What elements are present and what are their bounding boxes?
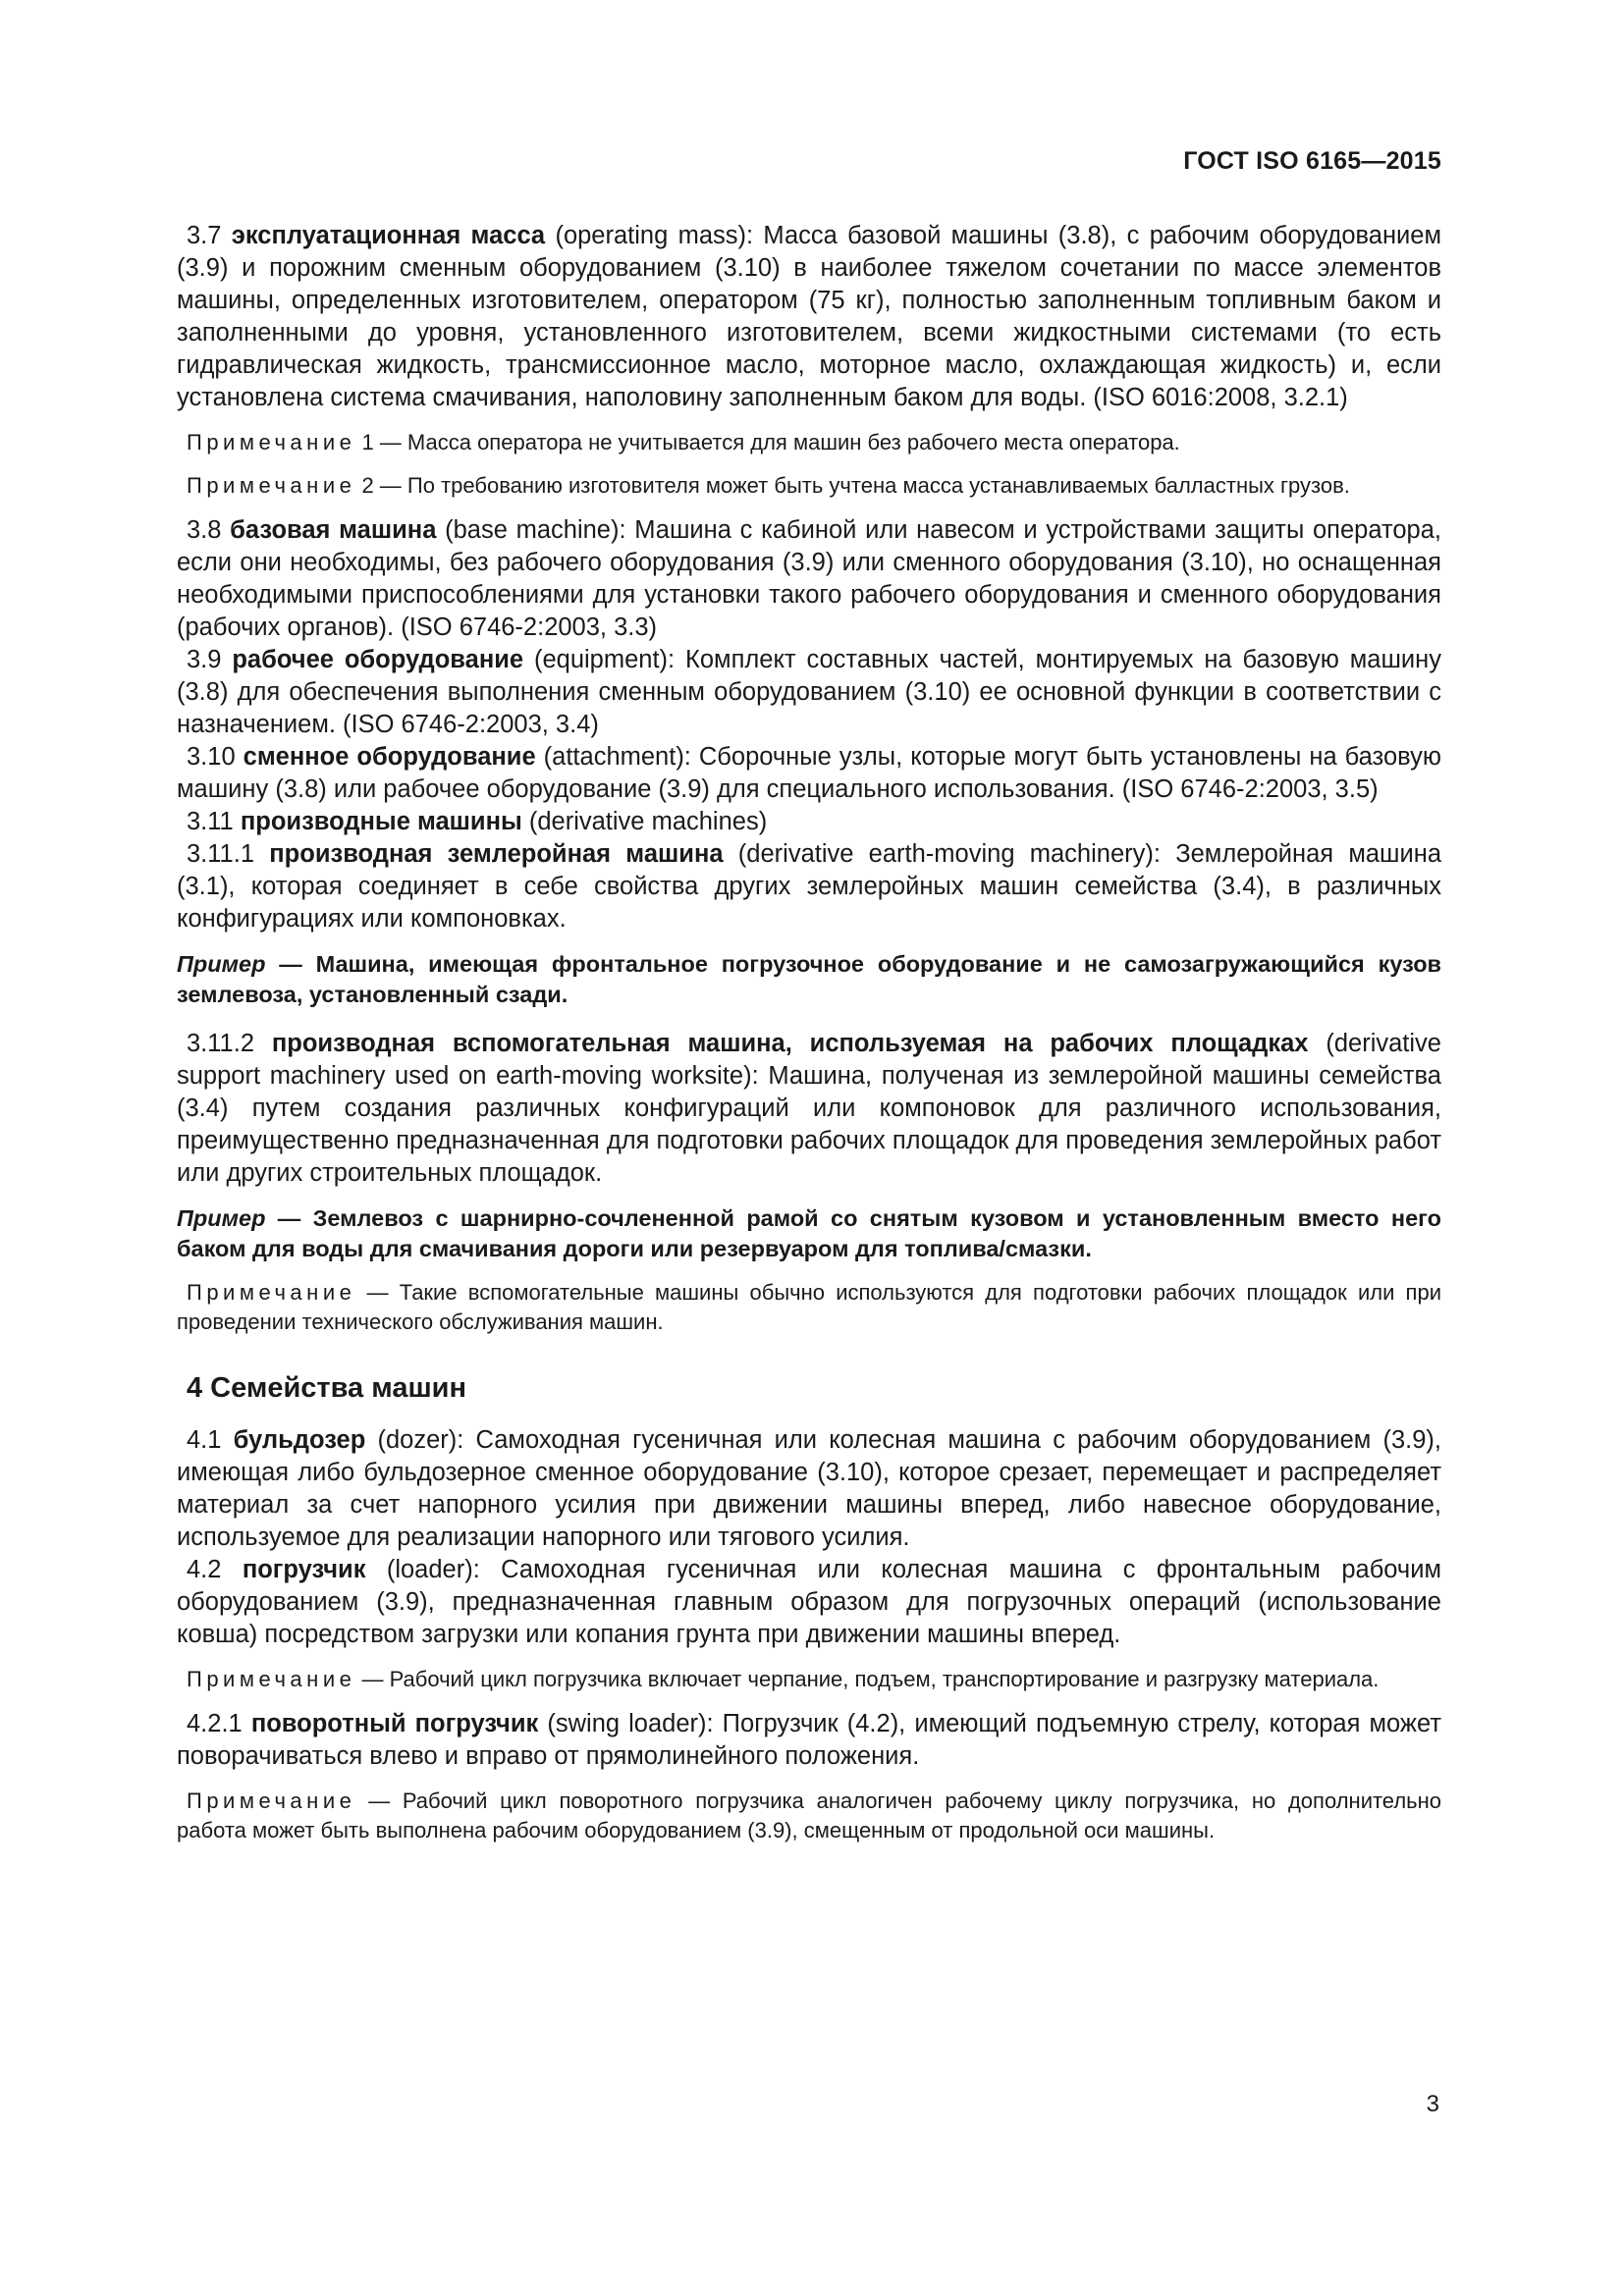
term: эксплуатационная масса xyxy=(231,222,546,249)
clause-4-2 xyxy=(177,1554,1441,1651)
clause-3-8 xyxy=(177,514,1441,644)
term: поворотный погрузчик xyxy=(250,1710,539,1737)
note-3-7-1 xyxy=(177,428,1441,457)
note-4-2 xyxy=(177,1665,1441,1694)
note-label: Примечание xyxy=(187,1789,356,1813)
note-4-2-1 xyxy=(177,1787,1441,1845)
clause-3-11-1 xyxy=(177,838,1441,935)
term: производная вспомогательная машина, используемая на рабочих площадках xyxy=(271,1030,1309,1057)
note-text: — Такие вспомогательные машины обычно используются для подготовки рабочих площадок или при проведении технического обслуживания машин. xyxy=(177,1280,1441,1334)
clause-3-11 xyxy=(177,806,1441,838)
note-label: Примечание xyxy=(187,430,356,454)
note-3-11-2 xyxy=(177,1278,1441,1337)
clause-3-7 xyxy=(177,220,1441,414)
example-label: Пример xyxy=(177,1205,266,1231)
clause-number: 3.11.2 xyxy=(187,1030,255,1057)
term: рабочее оборудование xyxy=(232,646,524,673)
definition: (derivative earth-moving machinery): Землеройная машина (3.1), которая соединяет в себе свойства других землеройных машин семейства (3.4), в различных конфигурациях или компоновках. xyxy=(177,840,1442,933)
term: базовая машина xyxy=(230,516,437,544)
example-3-11-1 xyxy=(177,949,1441,1010)
example-text: — Землевоз с шарнирно-сочлененной рамой со снятым кузовом и установленным вместо него баком для воды для смачивания дороги или резервуаром для топлива/смазки. xyxy=(177,1205,1441,1261)
clause-3-10 xyxy=(177,741,1441,806)
clause-number: 4.2 xyxy=(187,1556,222,1583)
note-label: Примечание xyxy=(187,473,356,498)
definition: (operating mass): Масса базовой машины (3.8), с рабочим оборудованием (3.9) и порожним сменным оборудованием (3.10) в наиболее тяжелом сочетании по массе элементов машины, определенных изготовителем, оператором (75 кг), полностью заполненным топливным баком и заполненными до уровня, установленного изготовителем, всеми жидкостными системами (то есть гидравлическая жидкость, трансмиссионное масло, моторное масло, охлаждающая жидкость) и, если установлена система смачивания, наполовину заполненным баком для воды. (ISO 6016:2008, 3.2.1) xyxy=(177,222,1441,411)
clause-number: 3.10 xyxy=(187,743,236,771)
note-text: — Рабочий цикл погрузчика включает черпание, подъем, транспортирование и разгрузку материала. xyxy=(355,1667,1380,1691)
definition: (swing loader): Погрузчик (4.2), имеющий подъемную стрелу, которая может поворачиваться влево и вправо от прямолинейного положения. xyxy=(177,1710,1441,1770)
definition: (loader): Самоходная гусеничная или колесная машина с фронтальным рабочим оборудованием (3.9), предназначенная главным образом для погрузочных операций (использование ковша) посредством загрузки или копания грунта при движении машины вперед. xyxy=(177,1556,1441,1648)
term: бульдозер xyxy=(233,1426,366,1454)
example-text: — Машина, имеющая фронтальное погрузочное оборудование и не самозагружающийся кузов землевоза, установленный сзади. xyxy=(177,951,1441,1007)
definition: (derivative support machinery used on earth-moving worksite): Машина, полученая из землеройной машины семейства (3.4) путем создания различных конфигураций или компоновок для различного использования, преимущественно предназначенная для подготовки рабочих площадок для проведения землеройных работ или других строительных площадок. xyxy=(177,1030,1441,1187)
clause-number: 3.8 xyxy=(187,516,222,544)
example-label: Пример xyxy=(177,951,266,977)
note-label: Примечание xyxy=(187,1280,356,1305)
clause-3-11-2 xyxy=(177,1028,1441,1190)
section-4-heading: 4 Семейства машин xyxy=(187,1372,466,1404)
example-3-11-2 xyxy=(177,1203,1441,1264)
clause-number: 4.2.1 xyxy=(187,1710,243,1737)
document-header: ГОСТ ISO 6165—2015 xyxy=(1183,147,1441,175)
clause-number: 3.11.1 xyxy=(187,840,255,868)
clause-4-1 xyxy=(177,1424,1441,1554)
term: погрузчик xyxy=(242,1556,366,1583)
note-3-7-2 xyxy=(177,471,1441,501)
clause-number: 3.7 xyxy=(187,222,222,249)
note-text: 2 — По требованию изготовителя может быть учтена масса устанавливаемых балластных грузов. xyxy=(355,473,1350,498)
term: производные машины xyxy=(240,808,522,835)
term: сменное оборудование xyxy=(243,743,536,771)
clause-number: 4.1 xyxy=(187,1426,222,1454)
clause-number: 3.9 xyxy=(187,646,222,673)
document-body xyxy=(177,220,1441,1845)
definition: (base machine): Машина с кабиной или навесом и устройствами защиты оператора, если они необходимы, без рабочего оборудования (3.9) или сменного оборудования (3.10), но оснащенная необходимыми приспособлениями для установки такого рабочего оборудования и сменного оборудования (рабочих органов). (ISO 6746-2:2003, 3.3) xyxy=(177,516,1441,641)
clause-3-9 xyxy=(177,644,1441,741)
definition: (dozer): Самоходная гусеничная или колесная машина с рабочим оборудованием (3.9), имеющая либо бульдозерное сменное оборудование (3.10), которое срезает, перемещает и распределяет материал за счет напорного усилия при движении машины вперед, либо навесное оборудование, используемое для реализации напорного или тягового усилия. xyxy=(177,1426,1441,1551)
note-label: Примечание xyxy=(187,1667,356,1691)
clause-number: 3.11 xyxy=(187,808,234,835)
term: производная землеройная машина xyxy=(269,840,724,868)
definition: (attachment): Сборочные узлы, которые могут быть установлены на базовую машину (3.8) или рабочее оборудование (3.9) для специального использования. (ISO 6746-2:2003, 3.5) xyxy=(177,743,1441,803)
definition: (derivative machines) xyxy=(521,808,768,835)
page-number: 3 xyxy=(1426,2091,1439,2117)
note-text: — Рабочий цикл поворотного погрузчика аналогичен рабочему циклу погрузчика, но дополнительно работа может быть выполнена рабочим оборудованием (3.9), смещенным от продольной оси машины. xyxy=(177,1789,1441,1842)
definition: (equipment): Комплект составных частей, монтируемых на базовую машину (3.8) для обеспечения выполнения сменным оборудованием (3.10) ее основной функции в соответствии с назначением. (ISO 6746-2:2003, 3.4) xyxy=(177,646,1441,738)
clause-4-2-1 xyxy=(177,1708,1441,1773)
note-text: 1 — Масса оператора не учитывается для машин без рабочего места оператора. xyxy=(355,430,1180,454)
